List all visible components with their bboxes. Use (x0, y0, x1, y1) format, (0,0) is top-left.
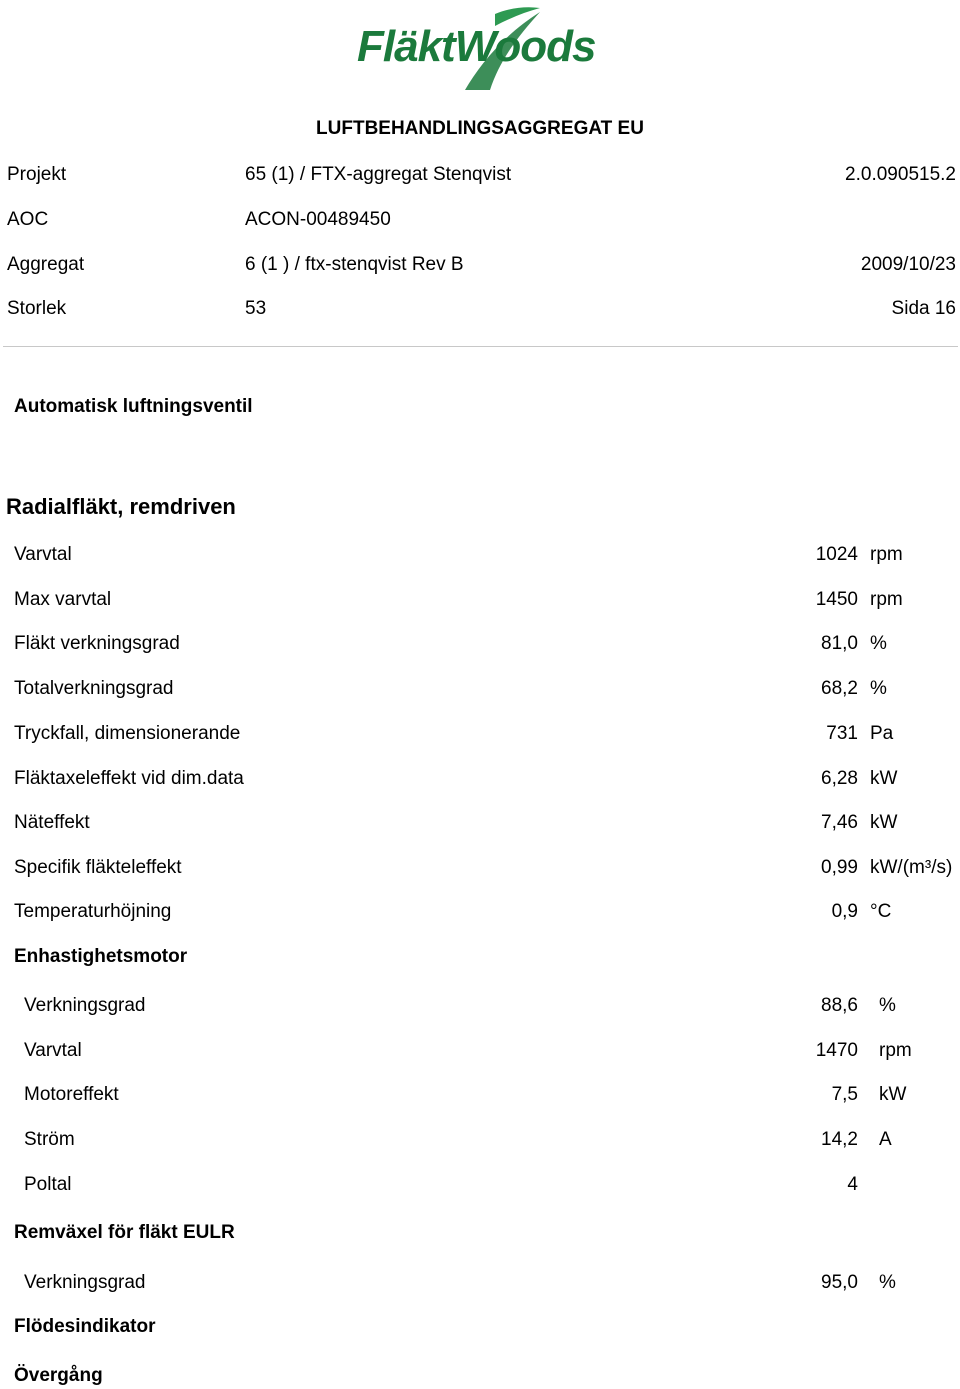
fan-row-unit: kW (870, 812, 898, 833)
header-value-aggregat: 6 (1 ) / ftx-stenqvist Rev B (245, 254, 464, 275)
section-title-flow: Flödesindikator (14, 1316, 156, 1337)
header-label-projekt: Projekt (7, 164, 67, 185)
motor-row-label: Verkningsgrad (24, 995, 146, 1016)
motor-row-value: 14,2 (821, 1129, 858, 1150)
fan-row-value: 7,46 (821, 812, 858, 833)
fan-row-label: Varvtal (14, 544, 72, 565)
gear-row-value: 95,0 (821, 1272, 858, 1293)
fan-row-value: 0,99 (821, 857, 858, 878)
fan-row-value: 0,9 (831, 901, 858, 922)
header-date: 2009/10/23 (860, 254, 956, 275)
fan-row-value: 1450 (815, 589, 858, 610)
header-label-storlek: Storlek (7, 298, 67, 319)
section-title-motor: Enhastighetsmotor (14, 946, 188, 967)
motor-row-unit: kW (879, 1084, 907, 1105)
flaktwoods-logo (345, 4, 615, 96)
fan-row-label: Max varvtal (14, 589, 112, 610)
motor-row-label: Motoreffekt (24, 1084, 119, 1105)
motor-row-unit: % (879, 995, 896, 1016)
fan-row-label: Totalverkningsgrad (14, 678, 174, 699)
fan-row-unit: rpm (870, 544, 903, 565)
logo-wordmark: FläktWoods (357, 22, 596, 71)
motor-row-unit: A (879, 1129, 892, 1150)
fan-row-label: Näteffekt (14, 812, 90, 833)
header-value-aoc: ACON-00489450 (245, 209, 391, 230)
fan-row-value: 6,28 (821, 768, 858, 789)
header-value-projekt: 65 (1) / FTX-aggregat Stenqvist (245, 164, 512, 185)
fan-row-unit: Pa (870, 723, 894, 744)
motor-row-value: 1470 (815, 1040, 858, 1061)
fan-row-label: Specifik fläkteleffekt (14, 857, 182, 878)
header-page-number: Sida 16 (891, 298, 956, 319)
fan-row-label: Temperaturhöjning (14, 901, 172, 922)
header-label-aoc: AOC (7, 209, 49, 230)
fan-row-unit: rpm (870, 589, 903, 610)
header-value-storlek: 53 (245, 298, 267, 319)
fan-row-unit: % (870, 633, 887, 654)
document-title: LUFTBEHANDLINGSAGGREGAT EU (316, 118, 644, 139)
fan-row-value: 1024 (815, 544, 858, 565)
fan-row-value: 81,0 (821, 633, 858, 654)
gear-row-label: Verkningsgrad (24, 1272, 146, 1293)
motor-row-label: Varvtal (24, 1040, 82, 1061)
fan-row-unit: kW (870, 768, 898, 789)
motor-row-value: 4 (847, 1174, 858, 1195)
gear-row-unit: % (879, 1272, 896, 1293)
fan-row-label: Tryckfall, dimensionerande (14, 723, 241, 744)
fan-row-unit: °C (870, 901, 892, 922)
motor-row-label: Ström (24, 1129, 75, 1150)
motor-row-value: 88,6 (821, 995, 858, 1016)
section-title-transition: Övergång (14, 1365, 103, 1386)
motor-row-unit: rpm (879, 1040, 912, 1061)
motor-row-label: Poltal (24, 1174, 72, 1195)
header-label-aggregat: Aggregat (7, 254, 85, 275)
fan-row-value: 68,2 (821, 678, 858, 699)
section-title-gear: Remväxel för fläkt EULR (14, 1222, 235, 1243)
section-title-fan: Radialfläkt, remdriven (6, 494, 236, 519)
fan-row-label: Fläktaxeleffekt vid dim.data (14, 768, 244, 789)
section-title-ventil: Automatisk luftningsventil (14, 396, 253, 417)
header-version: 2.0.090515.2 (845, 164, 956, 185)
fan-row-label: Fläkt verkningsgrad (14, 633, 180, 654)
fan-row-unit: kW/(m³/s) (870, 857, 953, 878)
fan-row-unit: % (870, 678, 887, 699)
fan-row-value: 731 (826, 723, 858, 744)
motor-row-value: 7,5 (831, 1084, 858, 1105)
header-divider (3, 346, 958, 347)
